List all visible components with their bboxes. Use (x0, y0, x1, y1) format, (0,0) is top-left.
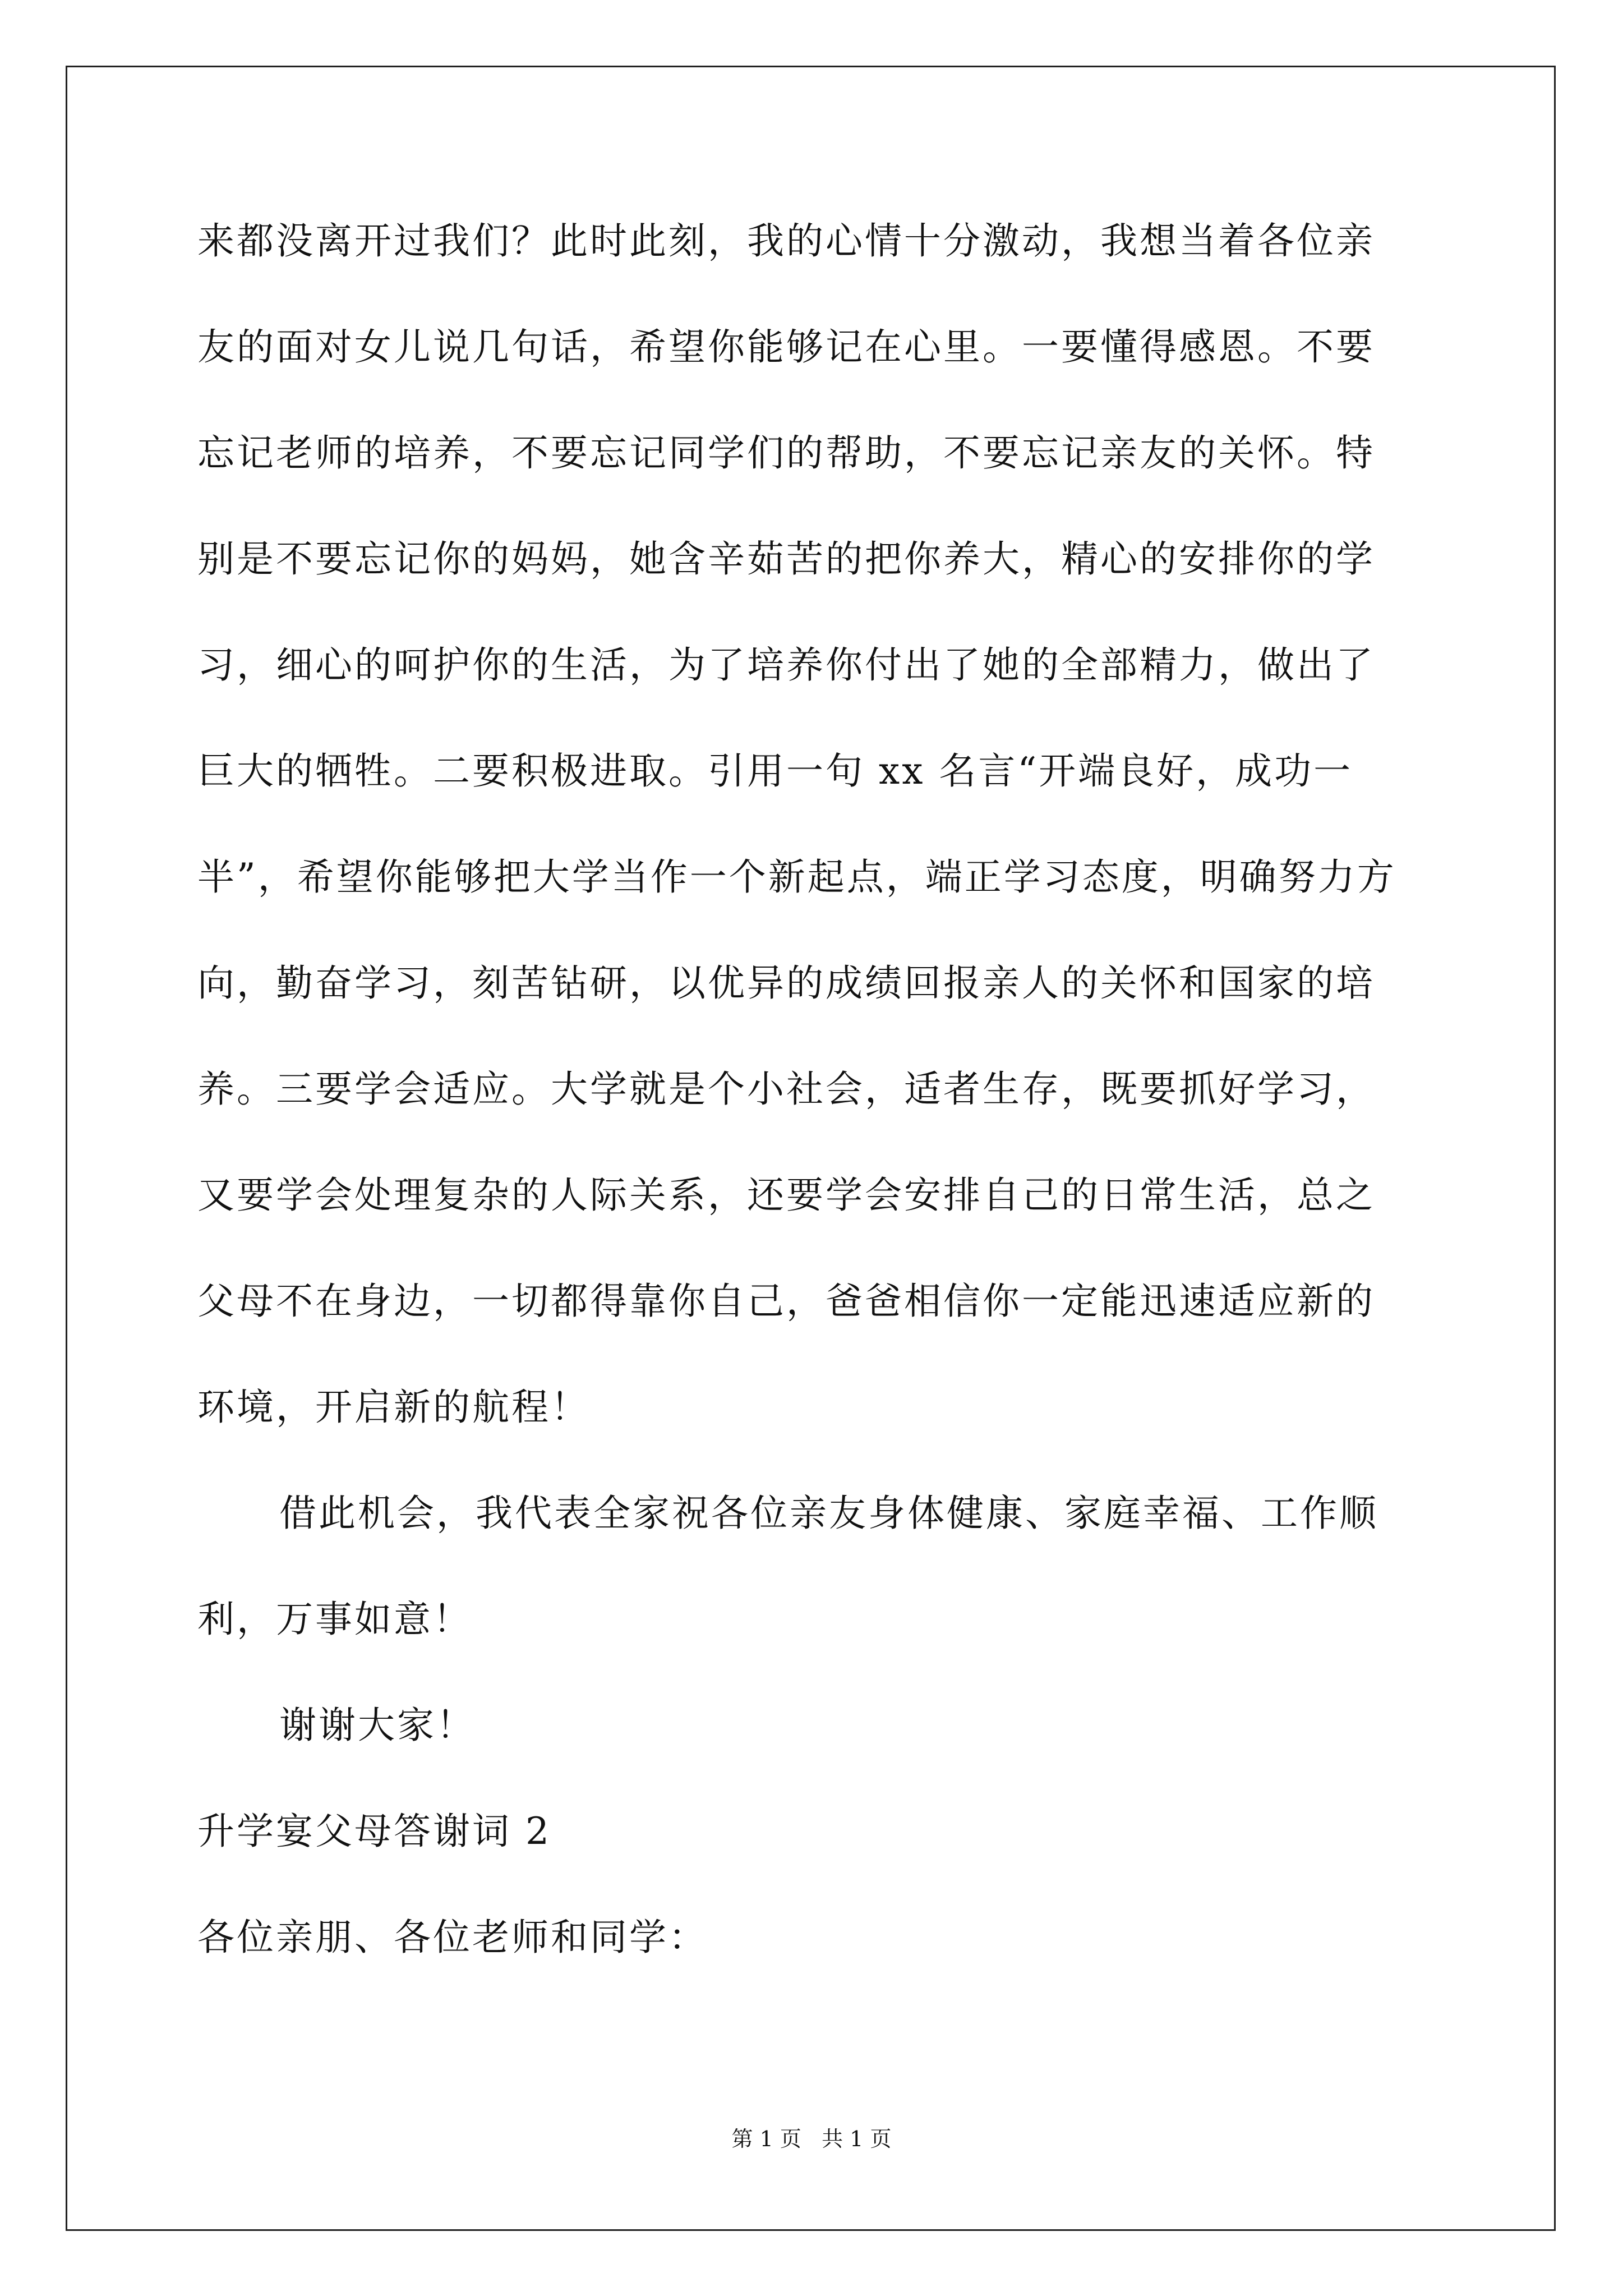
salutation: 各位亲朋、各位老师和同学： (197, 1916, 708, 1959)
page-footer: 第 1 页 共 1 页 (731, 2127, 892, 2151)
paragraph-line: 忘记老师的培养，不要忘记同学们的帮助，不要忘记亲友的关怀。特 (197, 431, 1375, 475)
section-heading: 升学宴父母答谢词 2 (197, 1810, 551, 1853)
paragraph-line: 来都没离开过我们？此时此刻，我的心情十分激动，我想当着各位亲 (197, 219, 1375, 263)
paragraph-line: 又要学会处理复杂的人际关系，还要学会安排自己的日常生活，总之 (197, 1174, 1375, 1217)
paragraph-line: 养。三要学会适应。大学就是个小社会，适者生存，既要抓好学习， (197, 1068, 1375, 1111)
document-body (197, 216, 1427, 2018)
paragraph-line: 向，勤奋学习，刻苦钻研，以优异的成绩回报亲人的关怀和国家的培 (197, 961, 1375, 1005)
paragraph-line: 习，细心的呵护你的生活，为了培养你付出了她的全部精力，做出了 (197, 643, 1375, 687)
paragraph-line: 半”，希望你能够把大学当作一个新起点，端正学习态度，明确努力方 (197, 855, 1396, 899)
paragraph-line: 巨大的牺牲。二要积极进取。引用一句 xx 名言“开端良好，成功一 (197, 749, 1353, 793)
closing-thanks: 谢谢大家！ (279, 1704, 476, 1747)
paragraph-line: 借此机会，我代表全家祝各位亲友身体健康、家庭幸福、工作顺 (279, 1492, 1378, 1535)
paragraph-line: 别是不要忘记你的妈妈，她含辛茹苦的把你养大，精心的安排你的学 (197, 537, 1375, 581)
paragraph-line: 父母不在身边，一切都得靠你自己，爸爸相信你一定能迅速适应新的 (197, 1280, 1375, 1323)
paragraph-line: 环境，开启新的航程！ (197, 1386, 590, 1429)
paragraph-line: 友的面对女儿说几句话，希望你能够记在心里。一要懂得感恩。不要 (197, 325, 1375, 369)
paragraph-line: 利，万事如意！ (197, 1598, 472, 1641)
